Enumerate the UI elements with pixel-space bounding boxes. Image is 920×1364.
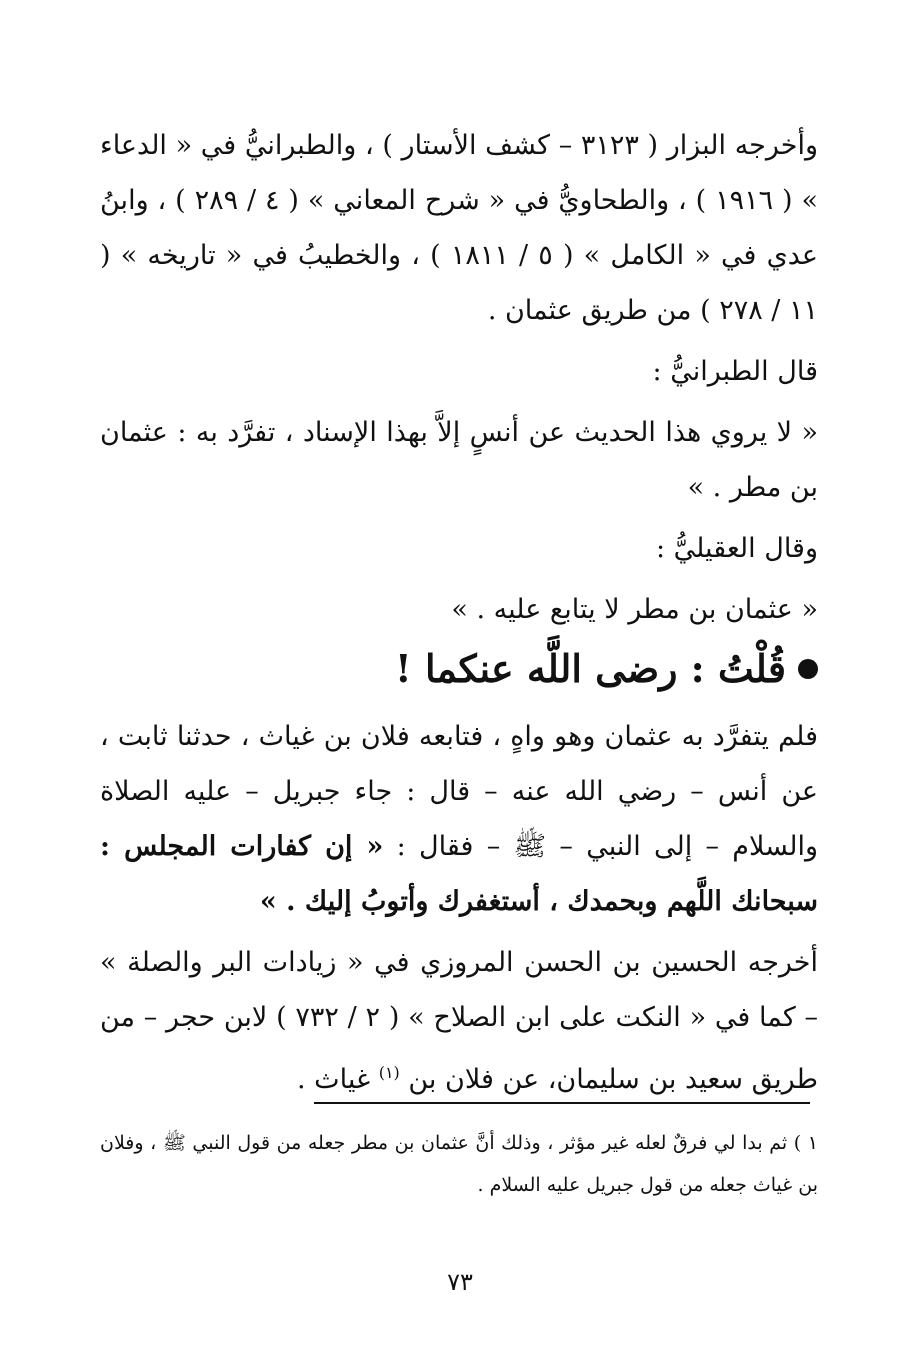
paragraph-mutabaa-text: فلم يتفرَّد به عثمان وهو واهٍ ، فتابعه فلان بن غياث ، حدثنا ثابت ، عن أنس – رضي الله عنه – قال : جاء جبريل – عليه الصلاة والسلام – إلى النبي – ﷺ – فقال :: [100, 721, 818, 862]
paragraph-marwazi: [100, 935, 818, 1107]
paragraph-marwazi-end: غياث .: [297, 1064, 371, 1095]
paragraph-takhrij: وأخرجه البزار ( ٣١٢٣ – كشف الأستار ) ، والطبرانيُّ في « الدعاء » ( ١٩١٦ ) ، والطحاويُّ في « شرح المعاني » ( ٤ / ٢٨٩ ) ، وابنُ عدي في « الكامل » ( ٥ / ١٨١١ ) ، والخطيبُ في « تاريخه » ( ١١ / ٢٧٨ ) من طريق عثمان .: [100, 130, 819, 326]
section-heading: [100, 639, 818, 699]
quote-tabarani: « لا يروي هذا الحديث عن أنسٍ إلاَّ بهذا الإسناد ، تفرَّد به : عثمان بن مطر . »: [100, 417, 818, 503]
paragraph-uqayli-intro: وقال العقيليُّ :: [655, 533, 818, 564]
section-heading-text: قُلْتُ : رضى اللَّه عنكما !: [395, 646, 786, 691]
paragraph-mutabaa: [100, 709, 818, 929]
footnote-reference[interactable]: (١): [378, 1063, 400, 1082]
bullet-icon: [798, 659, 818, 679]
quote-uqayli: « عثمان بن مطر لا يتابع عليه . »: [451, 594, 818, 625]
footnote-text: ١ ) ثم بدا لي فرقٌ لعله غير مؤثر ، وذلك أنَّ عثمان بن مطر جعله من قول النبي ﷺ ، وفلان بن غياث جعله من قول جبريل عليه السلام .: [100, 1132, 818, 1196]
footnote-divider: [314, 1102, 810, 1104]
main-text: [100, 118, 818, 1113]
page-number: ٧٣: [447, 1268, 473, 1296]
hadith-text: « إن كفارات المجلس : سبحانك اللَّهم وبحمدك ، أستغفرك وأتوبُ إليك . »: [100, 831, 818, 917]
footnote: [100, 1122, 818, 1206]
paragraph-marwazi-text: أخرجه الحسين بن الحسن المروزي في « زيادات البر والصلة » – كما في « النكت على ابن الصلاح » ( ٢ / ٧٣٢ ) لابن حجر – من طريق سعيد بن سليمان، عن فلان بن: [100, 947, 818, 1095]
paragraph-tabarani-intro: قال الطبرانيُّ :: [652, 356, 818, 387]
